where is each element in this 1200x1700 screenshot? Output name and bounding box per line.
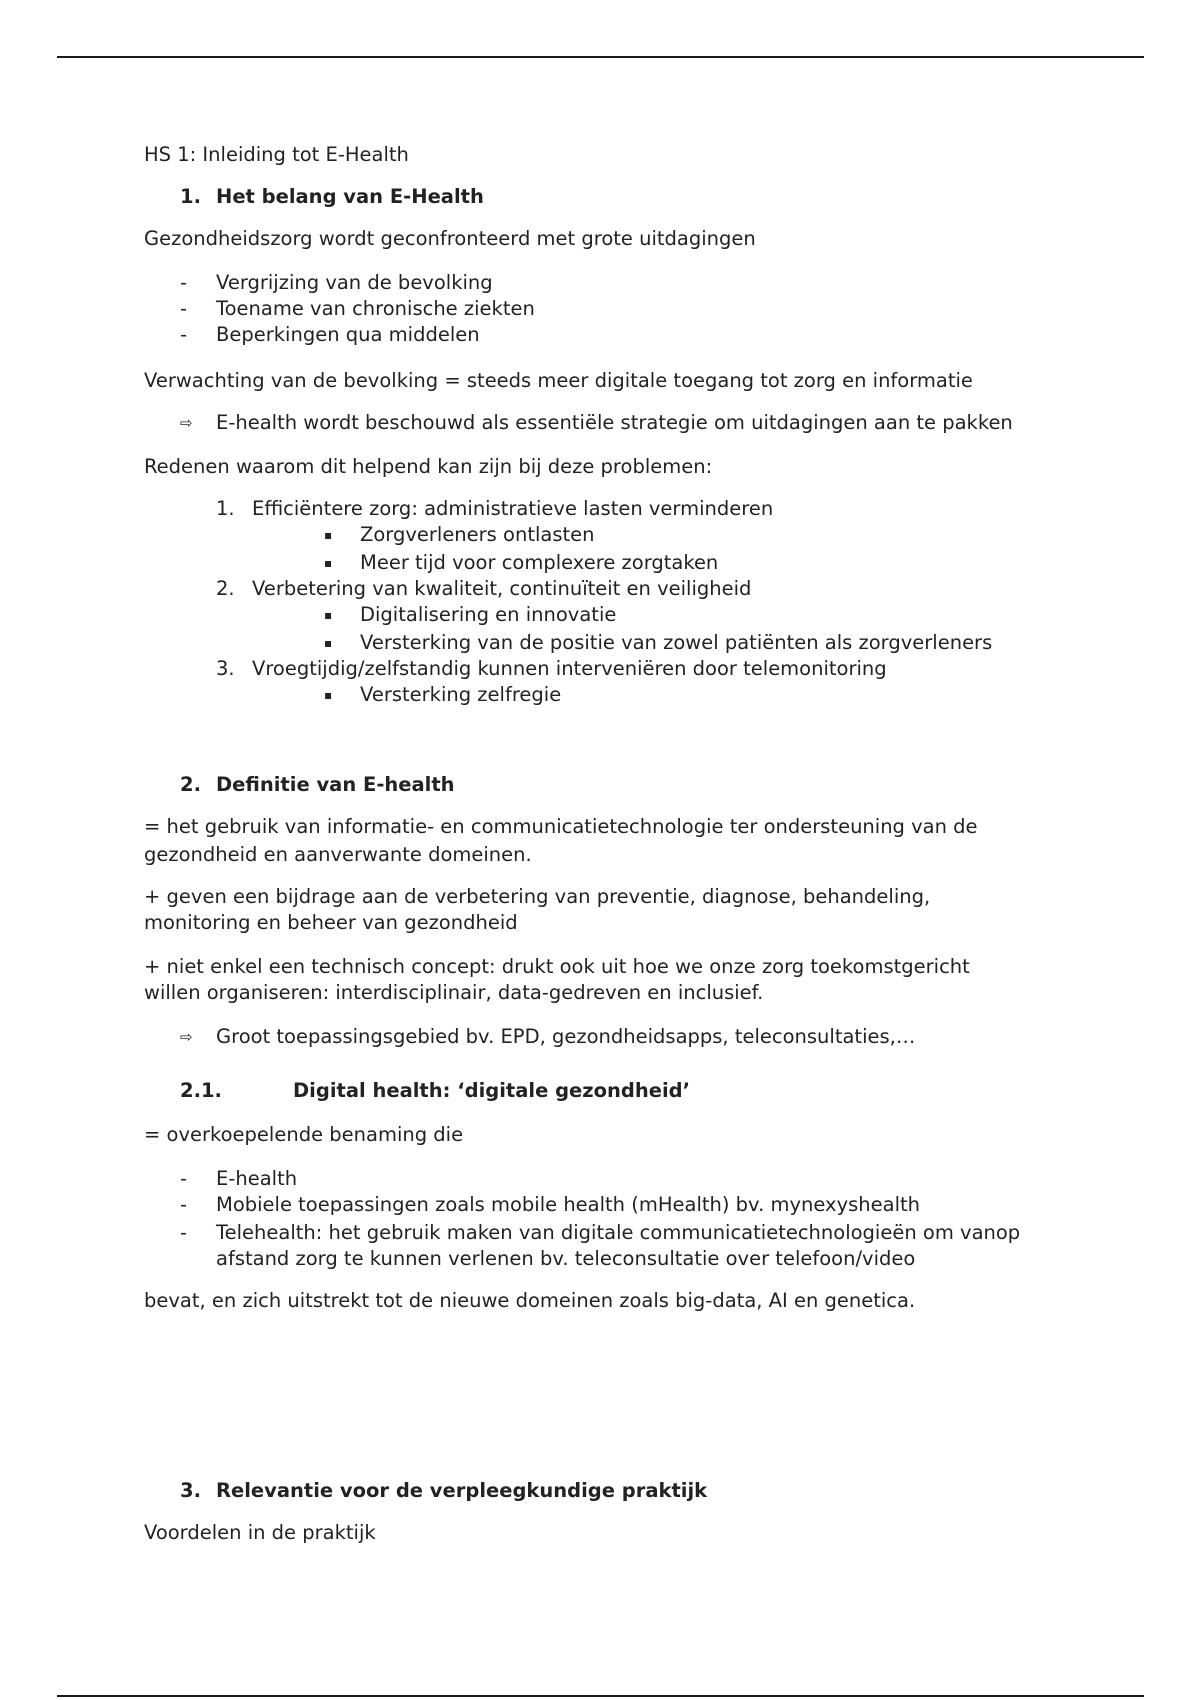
square-bullet: ▪ <box>324 636 333 650</box>
square-bullet: ▪ <box>324 688 333 702</box>
section-3-number: 3. <box>180 1479 201 1502</box>
section-2-heading <box>180 772 455 798</box>
square-bullet: ▪ <box>324 608 333 622</box>
list-item <box>180 1220 1020 1246</box>
sub-list-item <box>324 550 718 576</box>
document-title: HS 1: Inleiding tot E-Health <box>144 143 409 166</box>
subsection-2-1-title: Digital health: ‘digitale gezondheid’ <box>293 1079 691 1102</box>
section-1-title: Het belang van E-Health <box>216 185 484 208</box>
definition-line: gezondheid en aanverwante domeinen. <box>144 843 532 866</box>
sub-item-text: Meer tijd voor complexere zorgtaken <box>360 551 719 574</box>
subsection-2-1-number: 2.1. <box>180 1079 222 1102</box>
conclusion-line <box>180 410 1013 436</box>
section-1-intro: Gezondheidszorg wordt geconfronteerd met grote uitdagingen <box>144 227 756 250</box>
item-number: 2. <box>216 577 235 600</box>
plus-paragraph-line: + geven een bijdrage aan de verbetering van preventie, diagnose, behandeling, <box>144 885 931 908</box>
list-item-continuation: afstand zorg te kunnen verlenen bv. teleconsultatie over telefoon/video <box>216 1247 916 1270</box>
dash-bullet: - <box>180 1167 188 1190</box>
item-text: Efficiëntere zorg: administratieve lasten verminderen <box>252 497 774 520</box>
conclusion-line <box>180 1024 915 1050</box>
item-number: 1. <box>216 497 235 520</box>
conclusion-text: E-health wordt beschouwd als essentiële strategie om uitdagingen aan te pakken <box>216 411 1013 434</box>
list-item-text: Vergrijzing van de bevolking <box>216 271 493 294</box>
top-rule <box>57 56 1144 58</box>
square-bullet: ▪ <box>324 556 333 570</box>
dash-bullet: - <box>180 271 188 294</box>
sub-item-text: Versterking van de positie van zowel patiënten als zorgverleners <box>360 631 993 654</box>
list-item <box>180 1192 920 1218</box>
section-2-number: 2. <box>180 773 201 796</box>
sub-item-text: Digitalisering en innovatie <box>360 603 617 626</box>
list-item-text: Beperkingen qua middelen <box>216 323 480 346</box>
dash-bullet: - <box>180 297 188 320</box>
bottom-rule <box>57 1695 1144 1697</box>
sub-list-item <box>324 522 595 548</box>
list-item <box>180 1166 297 1192</box>
item-number: 3. <box>216 657 235 680</box>
subsection-2-1-heading <box>180 1078 690 1104</box>
section-2-title: Definitie van E-health <box>216 773 455 796</box>
list-item <box>180 296 535 322</box>
plus-paragraph-line: + niet enkel een technisch concept: drukt ook uit hoe we onze zorg toekomstgericht <box>144 955 970 978</box>
sub-list-item <box>324 682 561 708</box>
subsection-intro: = overkoepelende benaming die <box>144 1123 464 1146</box>
arrow-icon: ⇨ <box>180 414 193 432</box>
sub-item-text: Versterking zelfregie <box>360 683 562 706</box>
conclusion-text: Groot toepassingsgebied bv. EPD, gezondheidsapps, teleconsultaties,… <box>216 1025 916 1048</box>
expectation-text: Verwachting van de bevolking = steeds meer digitale toegang tot zorg en informatie <box>144 369 973 392</box>
list-item <box>180 322 480 348</box>
list-item <box>180 270 493 296</box>
reasons-intro: Redenen waarom dit helpend kan zijn bij deze problemen: <box>144 455 713 478</box>
list-item-text: Mobiele toepassingen zoals mobile health (mHealth) bv. mynexyshealth <box>216 1193 920 1216</box>
closing-text: bevat, en zich uitstrekt tot de nieuwe domeinen zoals big-data, AI en genetica. <box>144 1289 916 1312</box>
sub-list-item <box>324 630 992 656</box>
numbered-item <box>216 656 887 682</box>
dash-bullet: - <box>180 1221 188 1244</box>
square-bullet: ▪ <box>324 528 333 542</box>
sub-list-item <box>324 602 616 628</box>
numbered-item <box>216 576 751 602</box>
list-item-text: E-health <box>216 1167 298 1190</box>
sub-item-text: Zorgverleners ontlasten <box>360 523 595 546</box>
section-1-heading <box>180 184 484 210</box>
numbered-item <box>216 496 773 522</box>
arrow-icon: ⇨ <box>180 1028 193 1046</box>
list-item-text: Telehealth: het gebruik maken van digitale communicatietechnologieën om vanop <box>216 1221 1021 1244</box>
section-3-intro: Voordelen in de praktijk <box>144 1521 376 1544</box>
dash-bullet: - <box>180 323 188 346</box>
plus-paragraph-line: monitoring en beheer van gezondheid <box>144 911 518 934</box>
section-3-heading <box>180 1478 707 1504</box>
definition-line: = het gebruik van informatie- en communicatietechnologie ter ondersteuning van de <box>144 815 978 838</box>
item-text: Verbetering van kwaliteit, continuïteit en veiligheid <box>252 577 752 600</box>
plus-paragraph-line: willen organiseren: interdisciplinair, data-gedreven en inclusief. <box>144 981 764 1004</box>
section-3-title: Relevantie voor de verpleegkundige praktijk <box>216 1479 708 1502</box>
section-1-number: 1. <box>180 185 201 208</box>
list-item-text: Toename van chronische ziekten <box>216 297 535 320</box>
item-text: Vroegtijdig/zelfstandig kunnen interveniëren door telemonitoring <box>252 657 887 680</box>
dash-bullet: - <box>180 1193 188 1216</box>
